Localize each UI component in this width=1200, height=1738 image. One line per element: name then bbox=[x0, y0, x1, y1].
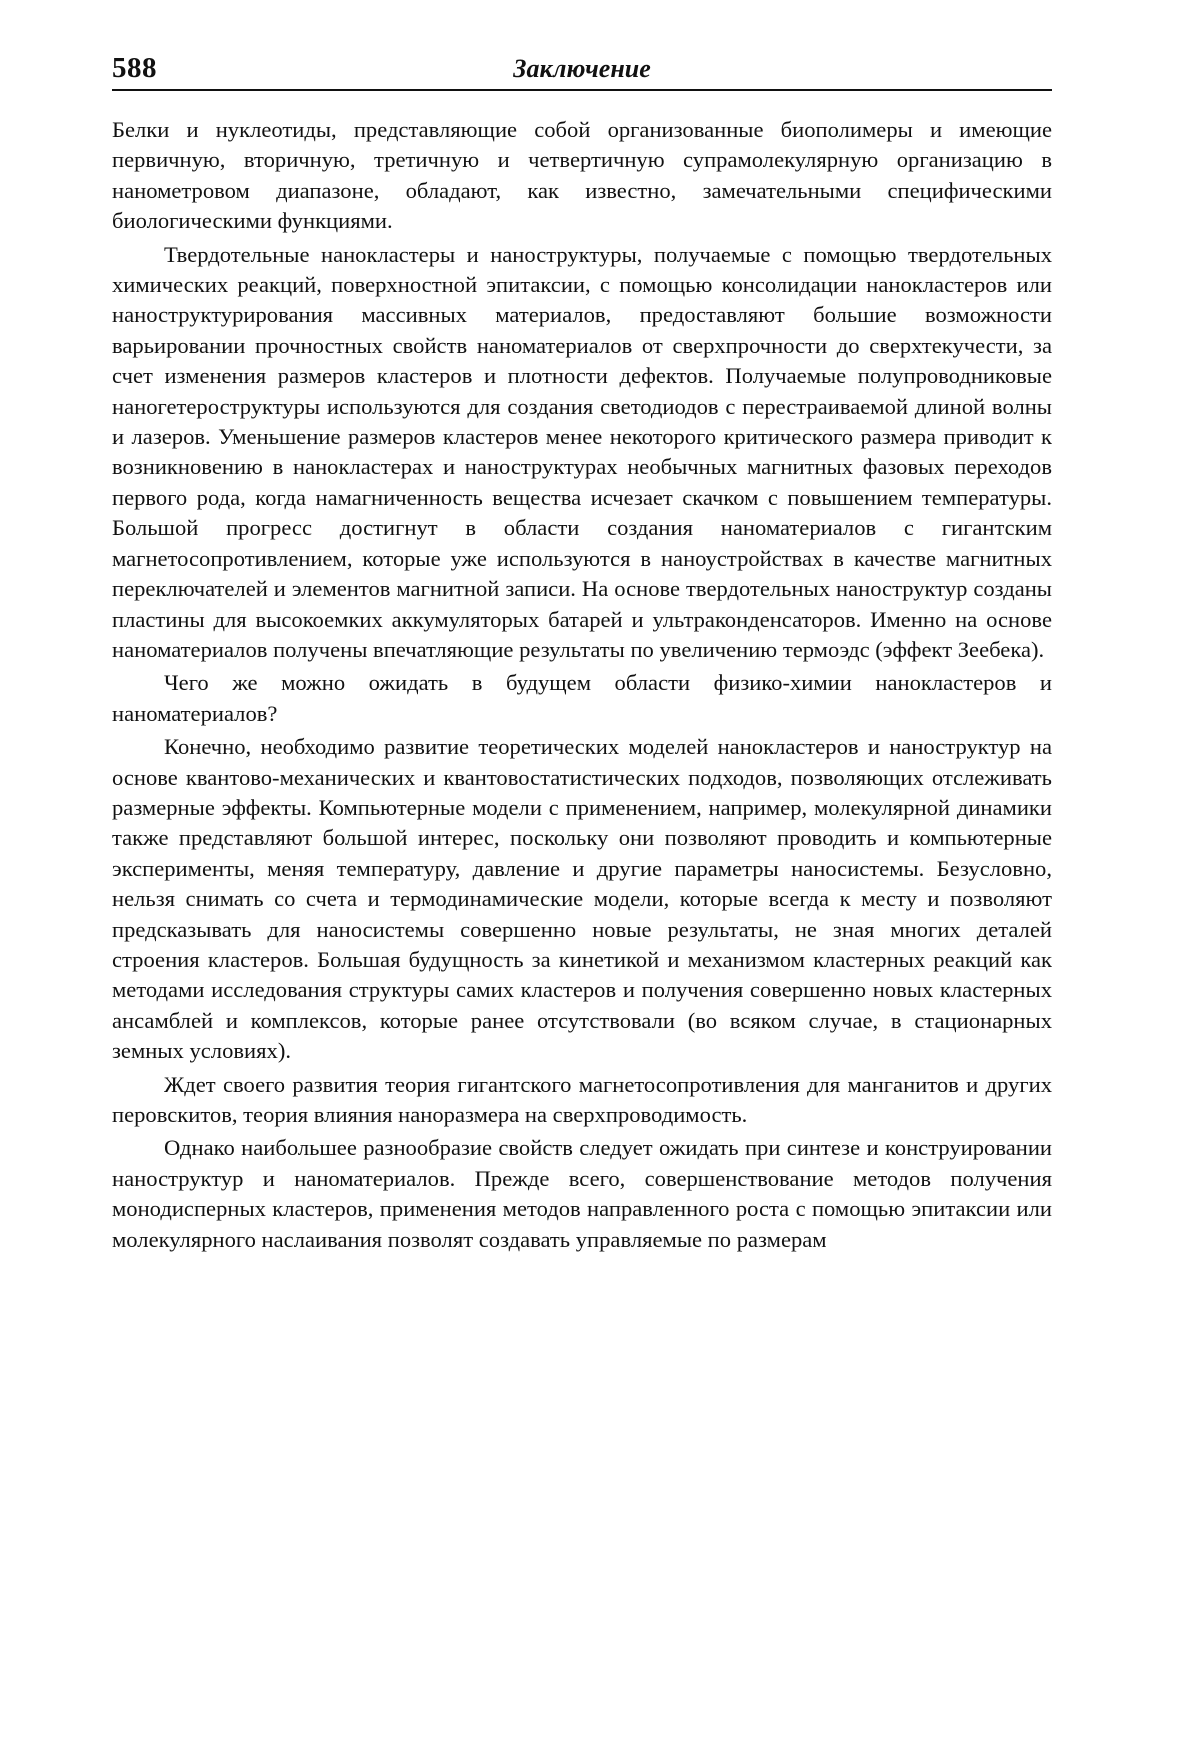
body-text bbox=[112, 115, 1052, 1255]
page-header bbox=[112, 50, 1052, 92]
page-number: 588 bbox=[112, 52, 157, 84]
paragraph-proteins: Белки и нуклеотиды, представляющие собой организованные биополимеры и имеющие первичную, вторичную, третичную и четвертичную супрамолекулярную организацию в нанометровом диапазоне, обладают, как известно, замечательными специфическими биологическими функциями. bbox=[112, 117, 1052, 234]
paragraph-theoretical-models: Конечно, необходимо развитие теоретических моделей нанокластеров и наноструктур на основе квантово-механических и квантовостатистических подходов, позволяющих отслеживать размерные эффекты. Компьютерные модели с применением, например, молекулярной динамики также представляют большой интерес, поскольку они позволяют проводить и компьютерные эксперименты, меняя температуру, давление и другие параметры наносистемы. Безусловно, нельзя снимать со счета и термодинамические модели, которые всегда к месту и позволяют предсказывать для наносистемы совершенно новые результаты, не зная многих деталей строения кластеров. Большая будущность за кинетикой и механизмом кластерных реакций как методами исследования структуры самих кластеров и получения совершенно новых кластерных ансамблей и комплексов, которые ранее отсутствовали (во всяком случае, в стационарных земных условиях). bbox=[112, 734, 1052, 1064]
paragraph-solid-state-nanoclusters: Твердотельные нанокластеры и наноструктуры, получаемые с помощью твердотельных химических реакций, поверхностной эпитаксии, с помощью консолидации нанокластеров или наноструктурирования массивных материалов, предоставляют большие возможности варьировании прочностных свойств наноматериалов от сверхпрочности до сверхтекучести, за счет изменения размеров кластеров и плотности дефектов. Получаемые полупроводниковые наногетероструктуры используются для создания светодиодов с перестраиваемой длиной волны и лазеров. Уменьшение размеров кластеров менее некоторого критического размера приводит к возникновению в нанокластерах и наноструктурах необычных магнитных фазовых переходов первого рода, когда намагниченность вещества исчезает скачком с повышением температуры. Большой прогресс достигнут в области создания наноматериалов с гигантским магнетосопротивлением, которые уже используются в наноустройствах в качестве магнитных переключателей и элементов магнитной записи. На основе твердотельных наноструктур созданы пластины для высокоемких аккумуляторых батарей и ультраконденсаторов. Именно на основе наноматериалов получены впечатляющие результаты по увеличению термоэдс (эффект Зеебека). bbox=[112, 241, 1052, 662]
paragraph-synthesis: Однако наибольшее разнообразие свойств следует ожидать при синтезе и конструировании наноструктур и наноматериалов. Прежде всего, совершенствование методов получения монодисперных кластеров, применения методов направленного роста с помощью эпитаксии или молекулярного наслаивания позволят создавать управляемые по размерам bbox=[112, 1135, 1052, 1252]
paragraph-magnetoresistance-theory: Ждет своего развития теория гигантского магнетосопротивления для манганитов и других перовскитов, теория влияния наноразмера на сверхпроводимость. bbox=[112, 1071, 1052, 1127]
paragraph-question: Чего же можно ожидать в будущем области физико-химии нанокластеров и наноматериалов? bbox=[112, 670, 1052, 726]
header-rule bbox=[112, 89, 1052, 91]
running-title: Заключение bbox=[513, 54, 651, 83]
